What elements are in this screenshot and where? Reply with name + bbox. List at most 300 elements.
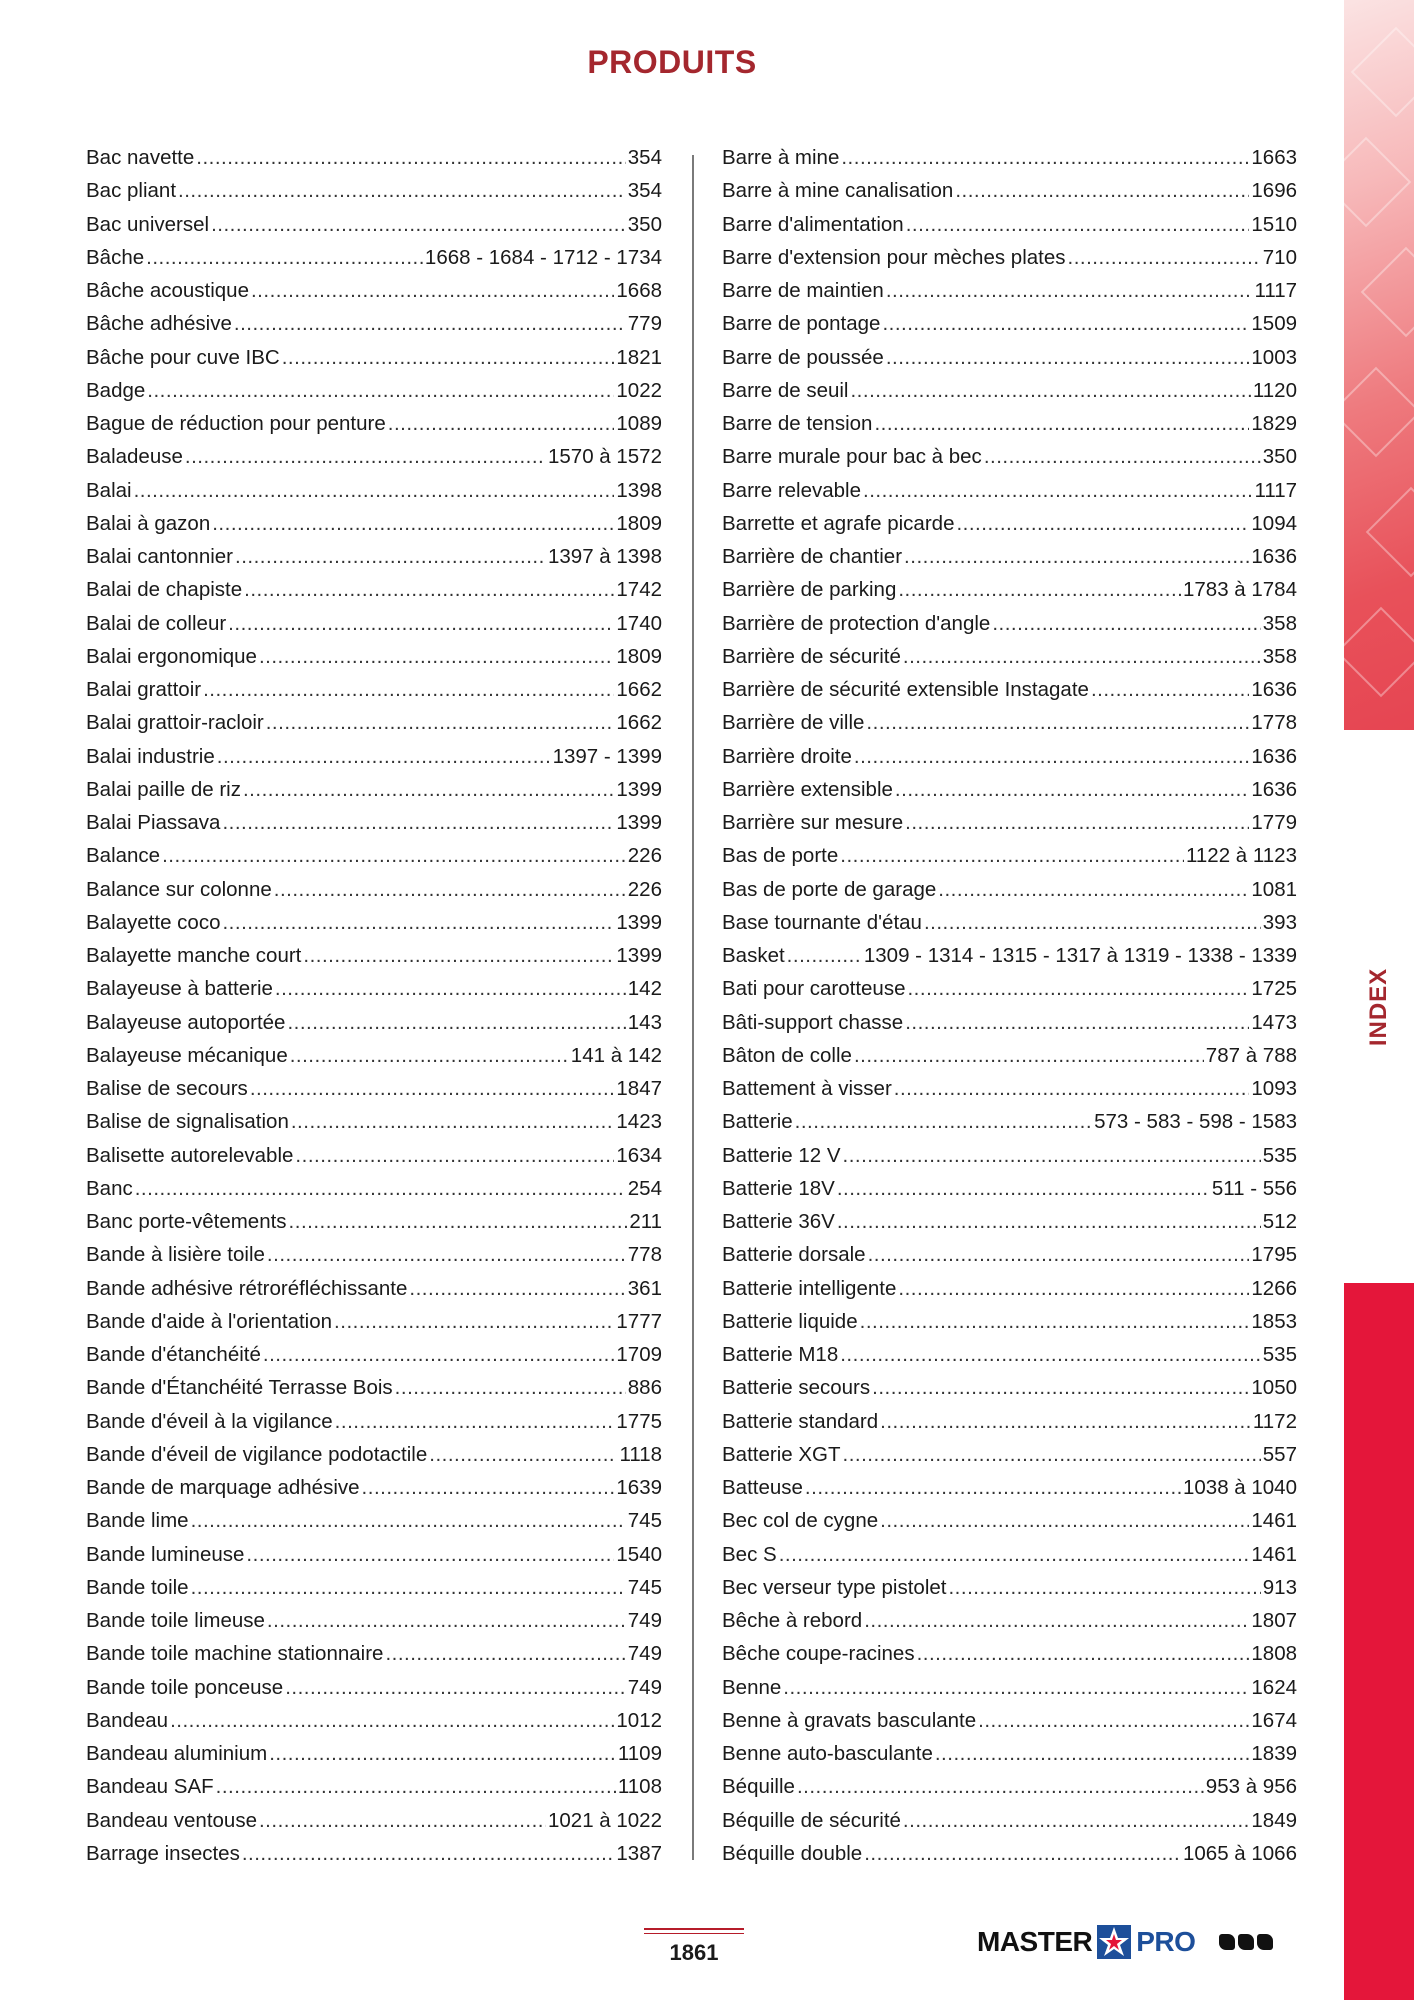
dot-leader [251,274,614,307]
index-entry-label: Bande lime [86,1509,189,1533]
dot-leader [797,1770,1204,1803]
index-entry [722,507,1297,540]
index-entry-label: Bac navette [86,146,195,169]
index-entry [722,1538,1297,1571]
index-entry-label: Bandeau [86,1708,169,1732]
index-entry [722,1205,1297,1238]
index-entry [86,307,662,340]
dot-leader [850,374,1250,407]
index-entry-page: 787 à 788 [1205,1043,1297,1067]
dot-leader [882,307,1249,340]
index-entry [86,1139,662,1172]
index-entry-label: Balise de secours [86,1077,248,1100]
index-column-left [86,141,662,1870]
dot-leader [334,1305,614,1338]
index-entry-page: 1423 [616,1110,662,1134]
index-entry-label: Bande d'Étanchéité Terrasse Bois [86,1376,393,1400]
index-entry [86,972,662,1005]
index-entry-label: Barre à mine canalisation [722,179,954,203]
index-entry-page: 557 [1262,1442,1297,1466]
dot-leader [843,1438,1261,1471]
index-entry-page: 1636 [1251,545,1297,568]
index-entry-page: 745 [627,1509,662,1533]
index-entry-page: 512 [1262,1210,1297,1233]
index-entry-label: Barre d'alimentation [722,212,904,236]
index-entry [86,208,662,241]
dot-leader [860,1305,1250,1338]
index-entry [86,1205,662,1238]
index-entry [86,640,662,673]
index-entry-page: 535 [1262,1143,1297,1167]
dot-leader [795,1105,1092,1138]
dot-leader [263,1338,615,1371]
index-entry-label: Balai à gazon [86,511,211,535]
index-entry-page: 1662 [616,678,662,701]
index-entry-page: 1740 [616,611,662,635]
dot-leader [779,1538,1250,1571]
dot-leader [837,1172,1210,1205]
index-entry [722,374,1297,407]
index-tab[interactable] [1344,730,1414,1283]
index-entry-label: Balai de chapiste [86,578,243,602]
index-entry [86,1604,662,1637]
index-entry-label: Benne [722,1675,782,1699]
index-entry-page: 1509 [1251,312,1297,336]
index-entry-label: Bec S [722,1542,777,1566]
index-entry-page: 350 [1262,445,1297,469]
index-entry [86,1405,662,1438]
index-entry [86,1637,662,1670]
index-entry-label: Bande toile ponceuse [86,1675,284,1699]
index-entry-label: Barre d'extension pour mèches plates [722,245,1066,269]
index-entry-page: 1540 [616,1542,662,1566]
dot-leader [135,1172,626,1205]
dot-leader [898,1272,1249,1305]
index-entry-label: Barre de tension [722,412,873,435]
index-entry-page: 778 [627,1243,662,1267]
index-entry-page: 953 à 956 [1205,1775,1297,1799]
brand-logo [977,1920,1273,1964]
index-entry [86,274,662,307]
dot-leader [935,1737,1250,1770]
index-entry-label: Bande adhésive rétroréfléchissante [86,1276,408,1300]
index-entry [86,1837,662,1870]
index-entry-page: 1847 [616,1077,662,1100]
dot-leader [868,1238,1250,1271]
index-entry-page: 1709 [616,1343,662,1366]
index-entry-page: 1636 [1251,777,1297,801]
index-entry-label: Bâche adhésive [86,312,232,336]
index-entry-page: 1397 - 1399 [552,744,662,768]
dot-leader [948,1571,1260,1604]
index-entry [722,540,1297,573]
page-title: PRODUITS [587,44,757,80]
dot-leader [170,1704,614,1737]
index-entry [722,640,1297,673]
dot-leader [843,1139,1261,1172]
index-entry [722,341,1297,374]
index-entry [722,806,1297,839]
index-entry [86,806,662,839]
index-entry-page: 1668 - 1684 - 1712 - 1734 [424,245,662,269]
index-entry-label: Balai Piassava [86,811,221,834]
index-entry [86,1704,662,1737]
index-entry-label: Batterie liquide [722,1309,858,1333]
index-entry-label: Bague de réduction pour penture [86,412,386,435]
dot-leader [956,507,1249,540]
index-entry-page: 1636 [1251,744,1297,768]
dot-leader [905,806,1249,839]
dot-leader [285,1671,626,1704]
index-entry-page: 358 [1262,611,1297,635]
dot-leader [178,174,626,207]
index-entry [86,1504,662,1537]
index-entry-page: 1109 [617,1742,662,1765]
index-entry-page: 1038 à 1040 [1182,1476,1297,1499]
index-entry-label: Barrière extensible [722,777,893,801]
dot-leader [282,341,615,374]
index-entry-label: Banc [86,1176,133,1200]
index-entry-page: 1634 [616,1143,662,1167]
dot-leader [267,1604,626,1637]
index-entry-label: Balance [86,844,161,868]
index-entry-page: 1674 [1251,1708,1297,1732]
index-entry-label: Balance sur colonne [86,877,272,901]
dot-leader [938,873,1249,906]
index-entry [86,673,662,706]
index-entry-label: Barrière de protection d'angle [722,611,991,635]
index-entry-page: 1808 [1251,1642,1297,1666]
index-entry [722,1405,1297,1438]
index-entry-label: Balise de signalisation [86,1110,289,1134]
index-entry-page: 1795 [1251,1243,1297,1267]
index-entry [86,740,662,773]
index-entry-page: 779 [627,312,662,336]
index-entry-page: 1399 [616,944,662,967]
index-entry-label: Battement à visser [722,1077,892,1100]
dot-leader [216,1770,616,1803]
index-entry-label: Bêche coupe-racines [722,1642,915,1666]
index-entry-label: Bandeau aluminium [86,1742,268,1765]
index-entry [722,1172,1297,1205]
dot-leader [874,407,1249,440]
index-entry-page: 749 [627,1609,662,1632]
index-entry-label: Béquille double [722,1841,863,1865]
index-entry-page: 886 [627,1376,662,1400]
dot-leader [295,1139,614,1172]
index-entry-page: 1309 - 1314 - 1315 - 1317 à 1319 - 1338 - 1339 [863,944,1297,967]
index-entry [722,274,1297,307]
dot-leader [906,208,1250,241]
dot-leader [244,573,614,606]
index-entry-page: 1022 [616,378,662,402]
index-entry [722,773,1297,806]
index-entry-page: 1108 [617,1775,662,1799]
index-entry-page: 354 [627,179,662,203]
dot-leader [222,806,614,839]
index-entry-page: 1725 [1251,977,1297,1001]
dot-leader [907,972,1249,1005]
index-entry-page: 511 - 556 [1211,1176,1297,1200]
dot-leader [903,640,1261,673]
dot-leader [290,1039,569,1072]
index-entry-label: Balisette autorelevable [86,1143,294,1167]
index-entry-page: 1668 [616,279,662,302]
index-entry-page: 226 [627,844,662,868]
index-entry-page: 1397 à 1398 [547,545,662,568]
dot-leader [898,573,1181,606]
index-entry [722,241,1297,274]
index-entry-label: Bâche pour cuve IBC [86,345,280,369]
index-entry-label: Bande toile [86,1575,189,1599]
dot-leader [783,1671,1249,1704]
index-entry-label: Béquille de sécurité [722,1808,901,1832]
index-entry-label: Batterie [722,1110,793,1134]
index-entry-label: Batterie XGT [722,1442,841,1466]
index-entry-page: 1003 [1251,345,1297,369]
dot-leader [388,407,615,440]
index-entry-label: Barre de maintien [722,279,884,302]
index-entry-page: 1461 [1251,1509,1297,1533]
index-entry [722,607,1297,640]
dot-leader [196,141,626,174]
index-entry-label: Barrage insectes [86,1841,240,1865]
index-entry [86,1238,662,1271]
dot-leader [303,939,614,972]
index-entry-label: Bas de porte [722,844,839,868]
index-entry-label: Baladeuse [86,445,183,469]
index-entry-label: Bati pour carotteuse [722,977,906,1001]
index-entry-label: Bas de porte de garage [722,877,937,901]
index-entry-label: Barre à mine [722,146,840,169]
index-entry-label: Bec col de cygne [722,1509,879,1533]
index-entry-page: 142 [627,977,662,1001]
index-entry [722,1238,1297,1271]
dot-leader [134,474,615,507]
index-entry-page: 1473 [1251,1010,1297,1034]
dot-leader [395,1371,626,1404]
index-entry-page: 710 [1262,245,1297,269]
index-entry-label: Batteuse [722,1476,803,1499]
dot-leader [1068,241,1261,274]
index-entry [722,1438,1297,1471]
dot-leader [235,540,546,573]
index-entry [86,573,662,606]
index-entry [86,906,662,939]
index-entry-label: Barrière de sécurité [722,644,901,668]
index-entry-page: 226 [627,877,662,901]
index-entry-label: Barrière droite [722,744,852,768]
index-entry-label: Bande de marquage adhésive [86,1476,360,1499]
index-entry [86,1770,662,1803]
index-entry [722,1837,1297,1870]
index-entry-page: 1461 [1251,1542,1297,1566]
index-entry-label: Barrière sur mesure [722,811,904,834]
index-entry [722,906,1297,939]
index-entry [722,1671,1297,1704]
index-entry-label: Barrette et agrafe picarde [722,511,955,535]
index-entry [722,873,1297,906]
index-entry [722,1770,1297,1803]
index-entry-page: 745 [627,1575,662,1599]
index-entry [86,1737,662,1770]
index-entry [722,1571,1297,1604]
dot-leader [243,773,614,806]
brand-blobs [1219,1934,1273,1950]
index-entry-page: 1663 [1251,146,1297,169]
index-entry [86,607,662,640]
dot-leader [211,208,626,241]
index-entry-label: Balayeuse mécanique [86,1043,288,1067]
index-entry-page: 1783 à 1784 [1182,578,1297,602]
dot-leader [147,374,614,407]
dot-leader [841,141,1249,174]
dot-leader [978,1704,1249,1737]
dot-leader [903,1804,1249,1837]
index-entry-label: Batterie M18 [722,1343,839,1366]
index-entry-page: 1624 [1251,1675,1297,1699]
index-entry [722,1039,1297,1072]
index-entry-label: Balayette manche court [86,944,302,967]
index-entry-page: 749 [627,1675,662,1699]
dot-leader [787,939,862,972]
index-entry [722,1139,1297,1172]
index-entry [86,1671,662,1704]
page-number-block [644,1928,744,1966]
index-entry [722,1371,1297,1404]
index-tab-label: INDEX [1365,967,1392,1046]
index-entry [86,474,662,507]
index-entry [86,241,662,274]
dot-leader [905,1006,1249,1039]
red-side-panel [1344,1283,1414,2000]
index-entry [86,507,662,540]
dot-leader [267,1238,626,1271]
index-entry-label: Bac pliant [86,179,177,203]
dot-leader [904,540,1249,573]
dot-leader [864,1837,1181,1870]
dot-leader [837,1205,1261,1238]
index-entry-label: Balai de colleur [86,611,227,635]
index-entry-page: 1050 [1251,1376,1297,1400]
index-entry [86,1272,662,1305]
index-entry-page: 1399 [616,910,662,934]
index-entry-page: 1266 [1251,1276,1297,1300]
index-entry-label: Barre de pontage [722,312,881,336]
index-entry [722,1804,1297,1837]
dot-leader [894,1072,1250,1105]
index-entry-page: 1117 [1254,478,1297,502]
index-entry-label: Balayeuse à batterie [86,977,273,1001]
index-entry-page: 1399 [616,777,662,801]
column-divider [692,155,694,1860]
index-entry-label: Bande d'éveil de vigilance podotactile [86,1442,428,1466]
index-entry [86,706,662,739]
index-entry-page: 1807 [1251,1609,1297,1632]
index-entry [722,407,1297,440]
index-entry [86,1305,662,1338]
dot-leader [274,873,626,906]
index-entry [86,1571,662,1604]
index-entry-label: Barre de poussée [722,345,884,369]
index-entry [86,1172,662,1205]
index-entry [722,1637,1297,1670]
index-entry [86,939,662,972]
index-entry-page: 1093 [1251,1077,1297,1100]
index-entry-page: 1809 [616,644,662,668]
dot-leader [250,1072,615,1105]
index-entry-label: Barrière de parking [722,578,897,602]
index-entry [722,839,1297,872]
index-entry-page: 1829 [1251,412,1297,435]
index-entry-label: Bande d'éveil à la vigilance [86,1409,333,1433]
dot-leader [246,1538,614,1571]
dot-leader [228,607,614,640]
index-entry [86,1471,662,1504]
index-entry-page: 1742 [616,578,662,602]
index-entry [86,440,662,473]
index-entry [722,208,1297,241]
index-entry [722,939,1297,972]
dot-leader [866,706,1249,739]
index-entry-label: Balai grattoir-racloir [86,711,264,735]
index-entry-label: Bec verseur type pistolet [722,1575,947,1599]
index-entry-label: Barrière de ville [722,711,865,735]
index-entry [722,673,1297,706]
index-entry-label: Balai grattoir [86,678,202,701]
index-entry [86,873,662,906]
index-entry-page: 1089 [616,412,662,435]
index-entry [86,1371,662,1404]
index-entry-page: 141 à 142 [570,1043,662,1067]
index-entry-page: 254 [627,1176,662,1200]
index-entry-page: 393 [1262,910,1297,934]
index-entry-label: Balai industrie [86,744,215,768]
dot-leader [291,1105,615,1138]
index-entry-page: 1398 [616,478,662,502]
index-entry-label: Barre de seuil [722,378,849,402]
dot-leader [269,1737,616,1770]
dot-leader [863,474,1252,507]
index-entry [722,307,1297,340]
index-entry-label: Banc porte-vêtements [86,1210,287,1233]
dot-leader [222,906,614,939]
index-entry-label: Batterie 36V [722,1210,835,1233]
dot-leader [924,906,1261,939]
index-entry [86,407,662,440]
dot-leader [203,673,614,706]
index-entry-label: Benne auto-basculante [722,1742,933,1765]
index-entry-page: 1696 [1251,179,1297,203]
index-entry [722,440,1297,473]
index-entry-label: Batterie standard [722,1409,879,1433]
index-entry-page: 1081 [1251,877,1297,901]
dot-leader [895,773,1249,806]
index-entry [722,1006,1297,1039]
dot-leader [362,1471,615,1504]
index-entry-page: 1636 [1251,678,1297,701]
dot-leader [880,1504,1249,1537]
index-entry-label: Batterie intelligente [722,1276,897,1300]
index-entry-label: Barrière de chantier [722,545,903,568]
index-entry-label: Badge [86,378,146,402]
dot-leader [880,1405,1251,1438]
index-entry-page: 1777 [616,1309,662,1333]
dot-leader [992,607,1260,640]
index-entry-label: Benne à gravats basculante [722,1708,977,1732]
dot-leader [289,1205,628,1238]
index-entry-label: Bac universel [86,212,210,236]
